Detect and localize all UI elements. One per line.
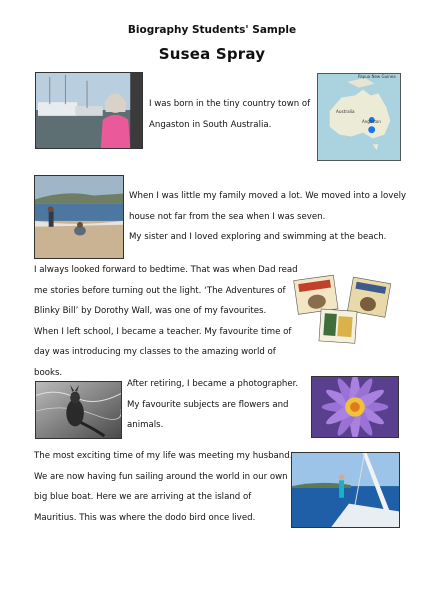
birth-line: I was born in the tiny country town of xyxy=(149,99,311,109)
books-paragraph xyxy=(34,260,298,383)
blinky-bill-books-photo xyxy=(292,270,400,348)
beach-photo xyxy=(34,175,124,259)
photography-paragraph xyxy=(127,374,298,436)
birth-line: Angaston in South Australia. xyxy=(149,119,272,130)
map-region-label: Papua New Guinea xyxy=(358,74,396,79)
childhood-paragraph xyxy=(129,186,406,248)
biography-name: Susea Spray xyxy=(158,45,266,63)
sailing-line: The most exciting time of my life was meeting my husband. xyxy=(34,451,293,461)
sailing-line: Mauritius. This was where the dodo bird once lived. xyxy=(34,512,256,523)
books-line: Blinky Bill’ by Dorothy Wall, was one of my favourites. xyxy=(34,306,267,316)
books-line: day was introducing my classes to the amazing world of xyxy=(34,347,276,357)
photography-line: My favourite subjects are flowers and xyxy=(127,399,289,410)
books-line: I always looked forward to bedtime. That was when Dad read xyxy=(34,265,298,275)
childhood-line: My sister and I loved exploring and swimming at the beach. xyxy=(129,232,387,242)
kangaroo-photo xyxy=(35,381,122,439)
sailing-photo xyxy=(291,452,400,528)
sailing-line: We are now having fun sailing around the world in our own xyxy=(34,471,288,482)
sailing-line: big blue boat. Here we are arriving at the island of xyxy=(34,492,252,502)
birth-paragraph xyxy=(149,94,310,135)
document-title: Biography Students' Sample xyxy=(127,24,297,36)
photography-line: animals. xyxy=(127,420,164,430)
books-line: When I left school, I became a teacher. My favourite time of xyxy=(34,326,292,337)
sailing-paragraph xyxy=(34,446,292,528)
map-pin-label: Angaston xyxy=(362,119,381,124)
photography-line: After retiring, I became a photographer. xyxy=(127,379,299,389)
childhood-line: house not far from the sea when I was seven. xyxy=(129,211,326,222)
marina-portrait-photo xyxy=(35,72,143,149)
australia-map xyxy=(317,73,401,161)
books-line: books. xyxy=(34,367,63,378)
flower-photo xyxy=(311,376,399,438)
childhood-line: When I was little my family moved a lot. We moved into a lovely xyxy=(129,191,407,201)
books-line: me stories before turning out the light. ‘The Adventures of xyxy=(34,285,286,296)
map-country-label: Australia xyxy=(336,109,355,114)
